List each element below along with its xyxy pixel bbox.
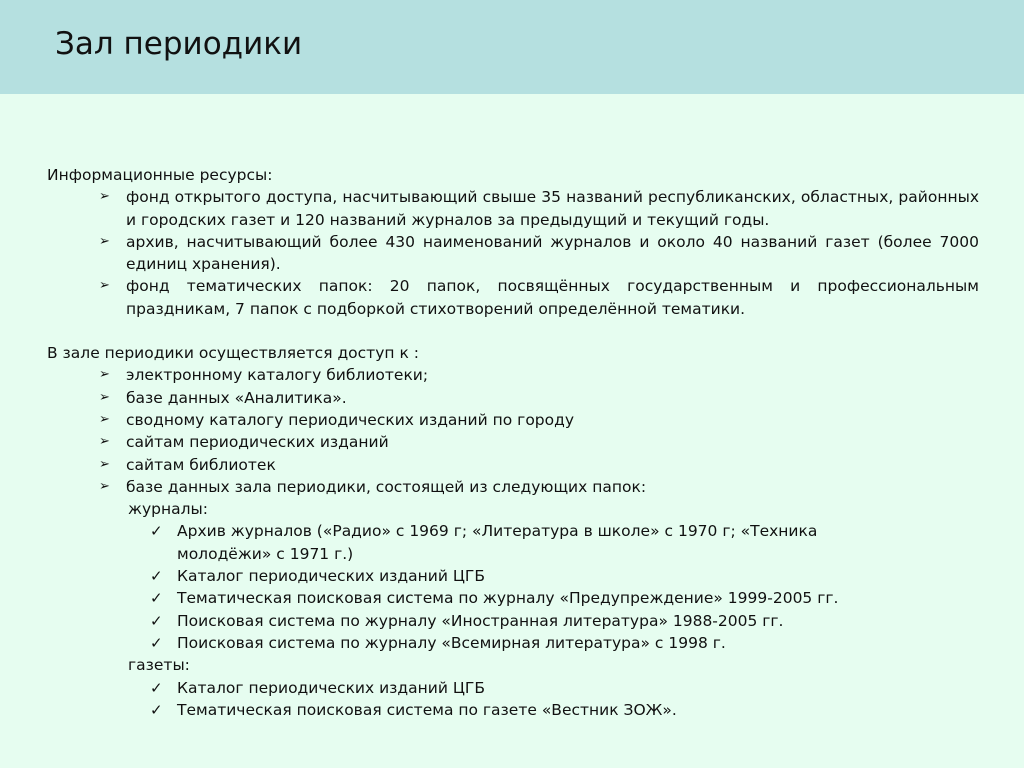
arrow-bullet-icon: ➢: [99, 278, 110, 294]
list-item: ➢ фонд открытого доступа, насчитывающий свыше 35 названий республиканских, областных, районных и городских газет и 120 названий журналов за предыдущий и текущий годы.: [99, 188, 979, 229]
list-item: ➢ архив, насчитывающий более 430 наименований журналов и около 40 названий газет (более 7000 единиц хранения).: [99, 232, 979, 274]
list-item: ➢ сайтам периодических изданий: [47, 431, 979, 453]
arrow-bullet-icon: ➢: [99, 456, 110, 472]
journals-label: журналы:: [128, 500, 208, 519]
list-item: ➢ электронному каталогу библиотеки;: [47, 364, 979, 386]
list-item: ✓ Тематическая поисковая система по газете «Вестник ЗОЖ».: [47, 699, 979, 721]
arrow-bullet-icon: ➢: [99, 367, 110, 383]
check-icon: ✓: [150, 611, 163, 630]
arrow-bullet-icon: ➢: [99, 189, 110, 205]
check-icon: ✓: [150, 678, 163, 697]
check-icon: ✓: [150, 700, 163, 719]
list-item: ✓ Поисковая система по журналу «Всемирная литература» с 1998 г.: [47, 632, 979, 654]
check-icon: ✓: [150, 589, 163, 608]
arrow-bullet-icon: ➢: [99, 233, 110, 249]
check-icon: ✓: [150, 567, 163, 586]
list-item: ✓ Каталог периодических изданий ЦГБ: [47, 565, 979, 587]
newspapers-list: [47, 677, 979, 722]
list-item: ✓ Поисковая система по журналу «Иностранная литература» 1988-2005 гг.: [47, 610, 979, 632]
list-item: ➢ сайтам библиотек: [47, 454, 979, 476]
spacer: [47, 320, 979, 342]
list-item: ➢ фонд тематических папок: 20 папок, посвящённых государственным и профессиональным праздникам, 7 папок с подборкой стихотворений определённой тематики.: [99, 277, 979, 318]
access-heading: В зале периодики осуществляется доступ к :: [47, 344, 419, 363]
list-item: ➢ базе данных зала периодики, состоящей из следующих папок:: [47, 476, 979, 498]
check-icon: ✓: [150, 633, 163, 652]
access-list: [47, 364, 979, 498]
resources-list: [47, 186, 979, 320]
list-item: ✓ Тематическая поисковая система по журналу «Предупреждение» 1999-2005 гг.: [47, 587, 979, 609]
page-title: Зал периодики: [55, 26, 303, 62]
arrow-bullet-icon: ➢: [99, 389, 110, 405]
title-bar: [0, 0, 1024, 94]
arrow-bullet-icon: ➢: [99, 434, 110, 450]
check-icon: ✓: [150, 522, 163, 541]
list-item: ➢ сводному каталогу периодических изданий по городу: [47, 409, 979, 431]
list-item: ➢ базе данных «Аналитика».: [47, 387, 979, 409]
list-item: ✓ Каталог периодических изданий ЦГБ: [47, 677, 979, 699]
arrow-bullet-icon: ➢: [99, 478, 110, 494]
resources-heading: Информационные ресурсы:: [47, 166, 273, 184]
journals-list: [47, 520, 979, 654]
list-item: ✓ Архив журналов («Радио» с 1969 г; «Литература в школе» с 1970 г; «Техника молодёжи» с 1971 г.): [150, 522, 818, 563]
newspapers-label: газеты:: [128, 656, 190, 675]
arrow-bullet-icon: ➢: [99, 411, 110, 427]
slide-body: [47, 164, 979, 721]
